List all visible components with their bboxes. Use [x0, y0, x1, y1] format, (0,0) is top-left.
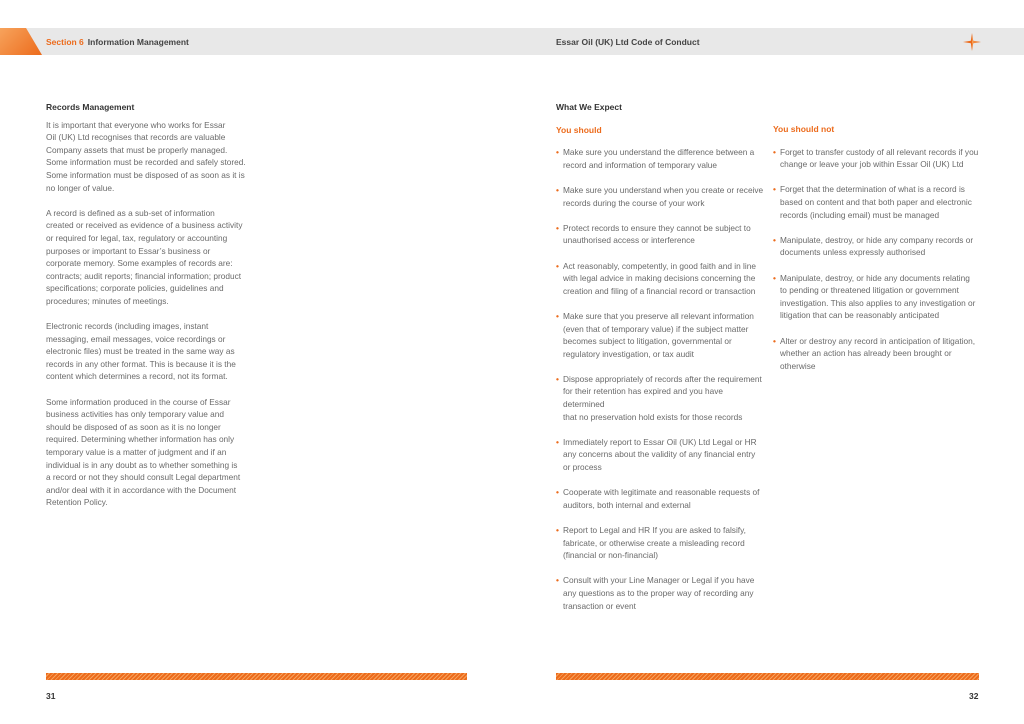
text-line: regulatory investigation, or tax audit [563, 348, 694, 359]
text-line: change or leave your job within Essar Oil (UK) Ltd [780, 159, 964, 170]
section-label: Section 6 [46, 37, 84, 47]
bullet-icon: • [773, 184, 776, 195]
list-item [773, 335, 983, 373]
text-line: transaction or event [563, 600, 636, 611]
text-line: creation and filing of a financial record or transaction [563, 285, 756, 296]
text-line: Manipulate, destroy, or hide any documents relating [780, 272, 970, 283]
text-line: Make sure you understand when you create or receive [563, 184, 764, 195]
text-line: procedures; minutes of meetings. [46, 295, 169, 306]
text-line: records in any other format. This is because it is the [46, 358, 236, 369]
bullet-icon: • [556, 373, 559, 384]
text-line: corporate memory. Some examples of records are: [46, 258, 233, 269]
bullet-icon: • [556, 147, 559, 158]
records-management-body [46, 119, 261, 509]
list-item [556, 486, 766, 511]
you-should-column [556, 101, 766, 625]
what-we-expect-heading: What We Expect [556, 102, 622, 112]
list-item [556, 524, 766, 562]
text-line: a record or not they should consult Legal department [46, 472, 241, 483]
text-line: investigation. This also applies to any investigation or [780, 297, 976, 308]
list-item [773, 234, 983, 259]
text-line: litigation that can be reasonably anticipated [780, 310, 940, 321]
text-line: Forget to transfer custody of all relevant records if you [780, 146, 979, 157]
list-item [556, 222, 766, 247]
text-line: records (including email) must be managed [780, 209, 940, 220]
bullet-icon: • [556, 525, 559, 535]
text-line: Some information must be disposed of as soon as it is [46, 169, 245, 180]
text-line: fabricate, or otherwise create a misleading record [563, 537, 745, 548]
text-line: Manipulate, destroy, or hide any company records or [780, 234, 974, 245]
paragraph [46, 396, 261, 509]
you-should-not-list [773, 146, 983, 373]
text-line: based on content and that both paper and electronic [780, 196, 972, 207]
text-line: whether an action has already been brought or [780, 348, 952, 359]
list-item [556, 574, 766, 612]
text-line: any questions as to the proper way of recording any [563, 587, 754, 598]
you-should-list [556, 146, 766, 612]
text-line: that no preservation hold exists for those records [563, 411, 743, 422]
essar-logo-icon [962, 32, 982, 52]
text-line: Act reasonably, competently, in good faith and in line [563, 260, 756, 271]
records-management-heading: Records Management [46, 102, 135, 112]
text-line: temporary value is a matter of judgment and if an [46, 447, 227, 458]
bullet-icon: • [556, 310, 559, 321]
text-line: or process [563, 462, 602, 473]
bullet-icon: • [556, 260, 559, 271]
text-line: (financial or non-financial) [563, 550, 659, 561]
section-heading [46, 37, 189, 47]
list-item [556, 260, 766, 298]
text-line: Alter or destroy any record in anticipation of litigation, [780, 335, 976, 346]
list-item [773, 183, 983, 221]
text-line: Immediately report to Essar Oil (UK) Ltd Legal or HR [563, 436, 757, 447]
section-title: Information Management [87, 37, 189, 47]
text-line: Oil (UK) Ltd recognises that records are valuable [46, 132, 226, 143]
text-line: content which determines a record, not its format. [46, 371, 228, 382]
text-line: record and information of temporary value [563, 159, 718, 170]
records-management-column [46, 101, 261, 522]
text-line: A record is defined as a sub-set of information [46, 207, 215, 218]
text-line: Retention Policy. [46, 497, 108, 508]
page-number-left: 31 [46, 691, 56, 701]
text-line: Company assets that must be properly managed. [46, 144, 228, 155]
list-item [556, 373, 766, 423]
text-line: Protect records to ensure they cannot be subject to [563, 222, 751, 233]
text-line: records during the course of your work [563, 197, 705, 208]
text-line: Cooperate with legitimate and reasonable requests of [563, 487, 760, 498]
text-line: Report to Legal and HR If you are asked to falsify, [563, 525, 746, 535]
paragraph [46, 320, 261, 383]
text-line: Dispose appropriately of records after the requirement [563, 373, 762, 384]
list-item [556, 184, 766, 209]
paragraph [46, 207, 261, 308]
text-line: no longer of value. [46, 182, 115, 193]
text-line: Make sure you understand the difference between a [563, 147, 755, 158]
text-line: otherwise [780, 360, 816, 371]
text-line: auditors, both internal and external [563, 499, 691, 510]
text-line: purposes or important to Essar’s business or [46, 245, 211, 256]
text-line: Some information produced in the course of Essar [46, 396, 231, 407]
you-should-heading: You should [556, 124, 602, 135]
text-line: electronic files) must be treated in the same way as [46, 346, 235, 357]
bullet-icon: • [556, 222, 559, 233]
text-line: with legal advice in making decisions concerning the [563, 273, 756, 284]
text-line: any concerns about the validity of any financial entry [563, 449, 756, 460]
list-item [556, 146, 766, 171]
list-item [556, 436, 766, 474]
footer-stripe-left [46, 673, 467, 680]
text-line: for their retention has expired and you have determined [563, 386, 724, 410]
text-line: Forget that the determination of what is a record is [780, 184, 965, 195]
text-line: Make sure that you preserve all relevant information [563, 310, 754, 321]
text-line: required. Determining whether information has only [46, 434, 235, 445]
bullet-icon: • [773, 146, 776, 157]
text-line: messaging, email messages, voice recordings or [46, 333, 226, 344]
text-line: Consult with your Line Manager or Legal if you have [563, 575, 755, 586]
footer-stripe-right [556, 673, 979, 680]
text-line: and/or deal with it in accordance with the Document [46, 484, 237, 495]
list-item [773, 272, 983, 322]
text-line: documents unless expressly authorised [780, 247, 926, 258]
list-item [773, 146, 983, 171]
you-should-not-heading: You should not [773, 124, 835, 134]
you-should-not-column [773, 123, 983, 385]
text-line: should be disposed of as soon as it is no longer [46, 421, 221, 432]
bullet-icon: • [773, 335, 776, 346]
text-line: to pending or threatened litigation or government [780, 285, 959, 296]
bullet-icon: • [556, 575, 559, 586]
text-line: individual is in any doubt as to whether something is [46, 459, 238, 470]
text-line: becomes subject to litigation, governmental or [563, 336, 732, 347]
text-line: or required for legal, tax, regulatory or accounting [46, 232, 228, 243]
text-line: unauthorised access or interference [563, 235, 695, 246]
page-number-right: 32 [969, 691, 979, 701]
text-line: created or received as evidence of a business activity [46, 220, 243, 231]
text-line: Some information must be recorded and safely stored. [46, 157, 246, 168]
bullet-icon: • [773, 234, 776, 245]
text-line: (even that of temporary value) if the subject matter [563, 323, 749, 334]
text-line: contracts; audit reports; financial information; product [46, 270, 242, 281]
bullet-icon: • [773, 272, 776, 283]
text-line: It is important that everyone who works for Essar [46, 119, 226, 130]
bullet-icon: • [556, 487, 559, 498]
bullet-icon: • [556, 184, 559, 195]
bullet-icon: • [556, 436, 559, 447]
paragraph [46, 119, 261, 195]
text-line: Electronic records (including images, instant [46, 321, 209, 332]
list-item [556, 310, 766, 360]
text-line: specifications; corporate policies, guidelines and [46, 283, 224, 294]
text-line: business activities has only temporary value and [46, 409, 225, 420]
document-title: Essar Oil (UK) Ltd Code of Conduct [556, 37, 700, 47]
